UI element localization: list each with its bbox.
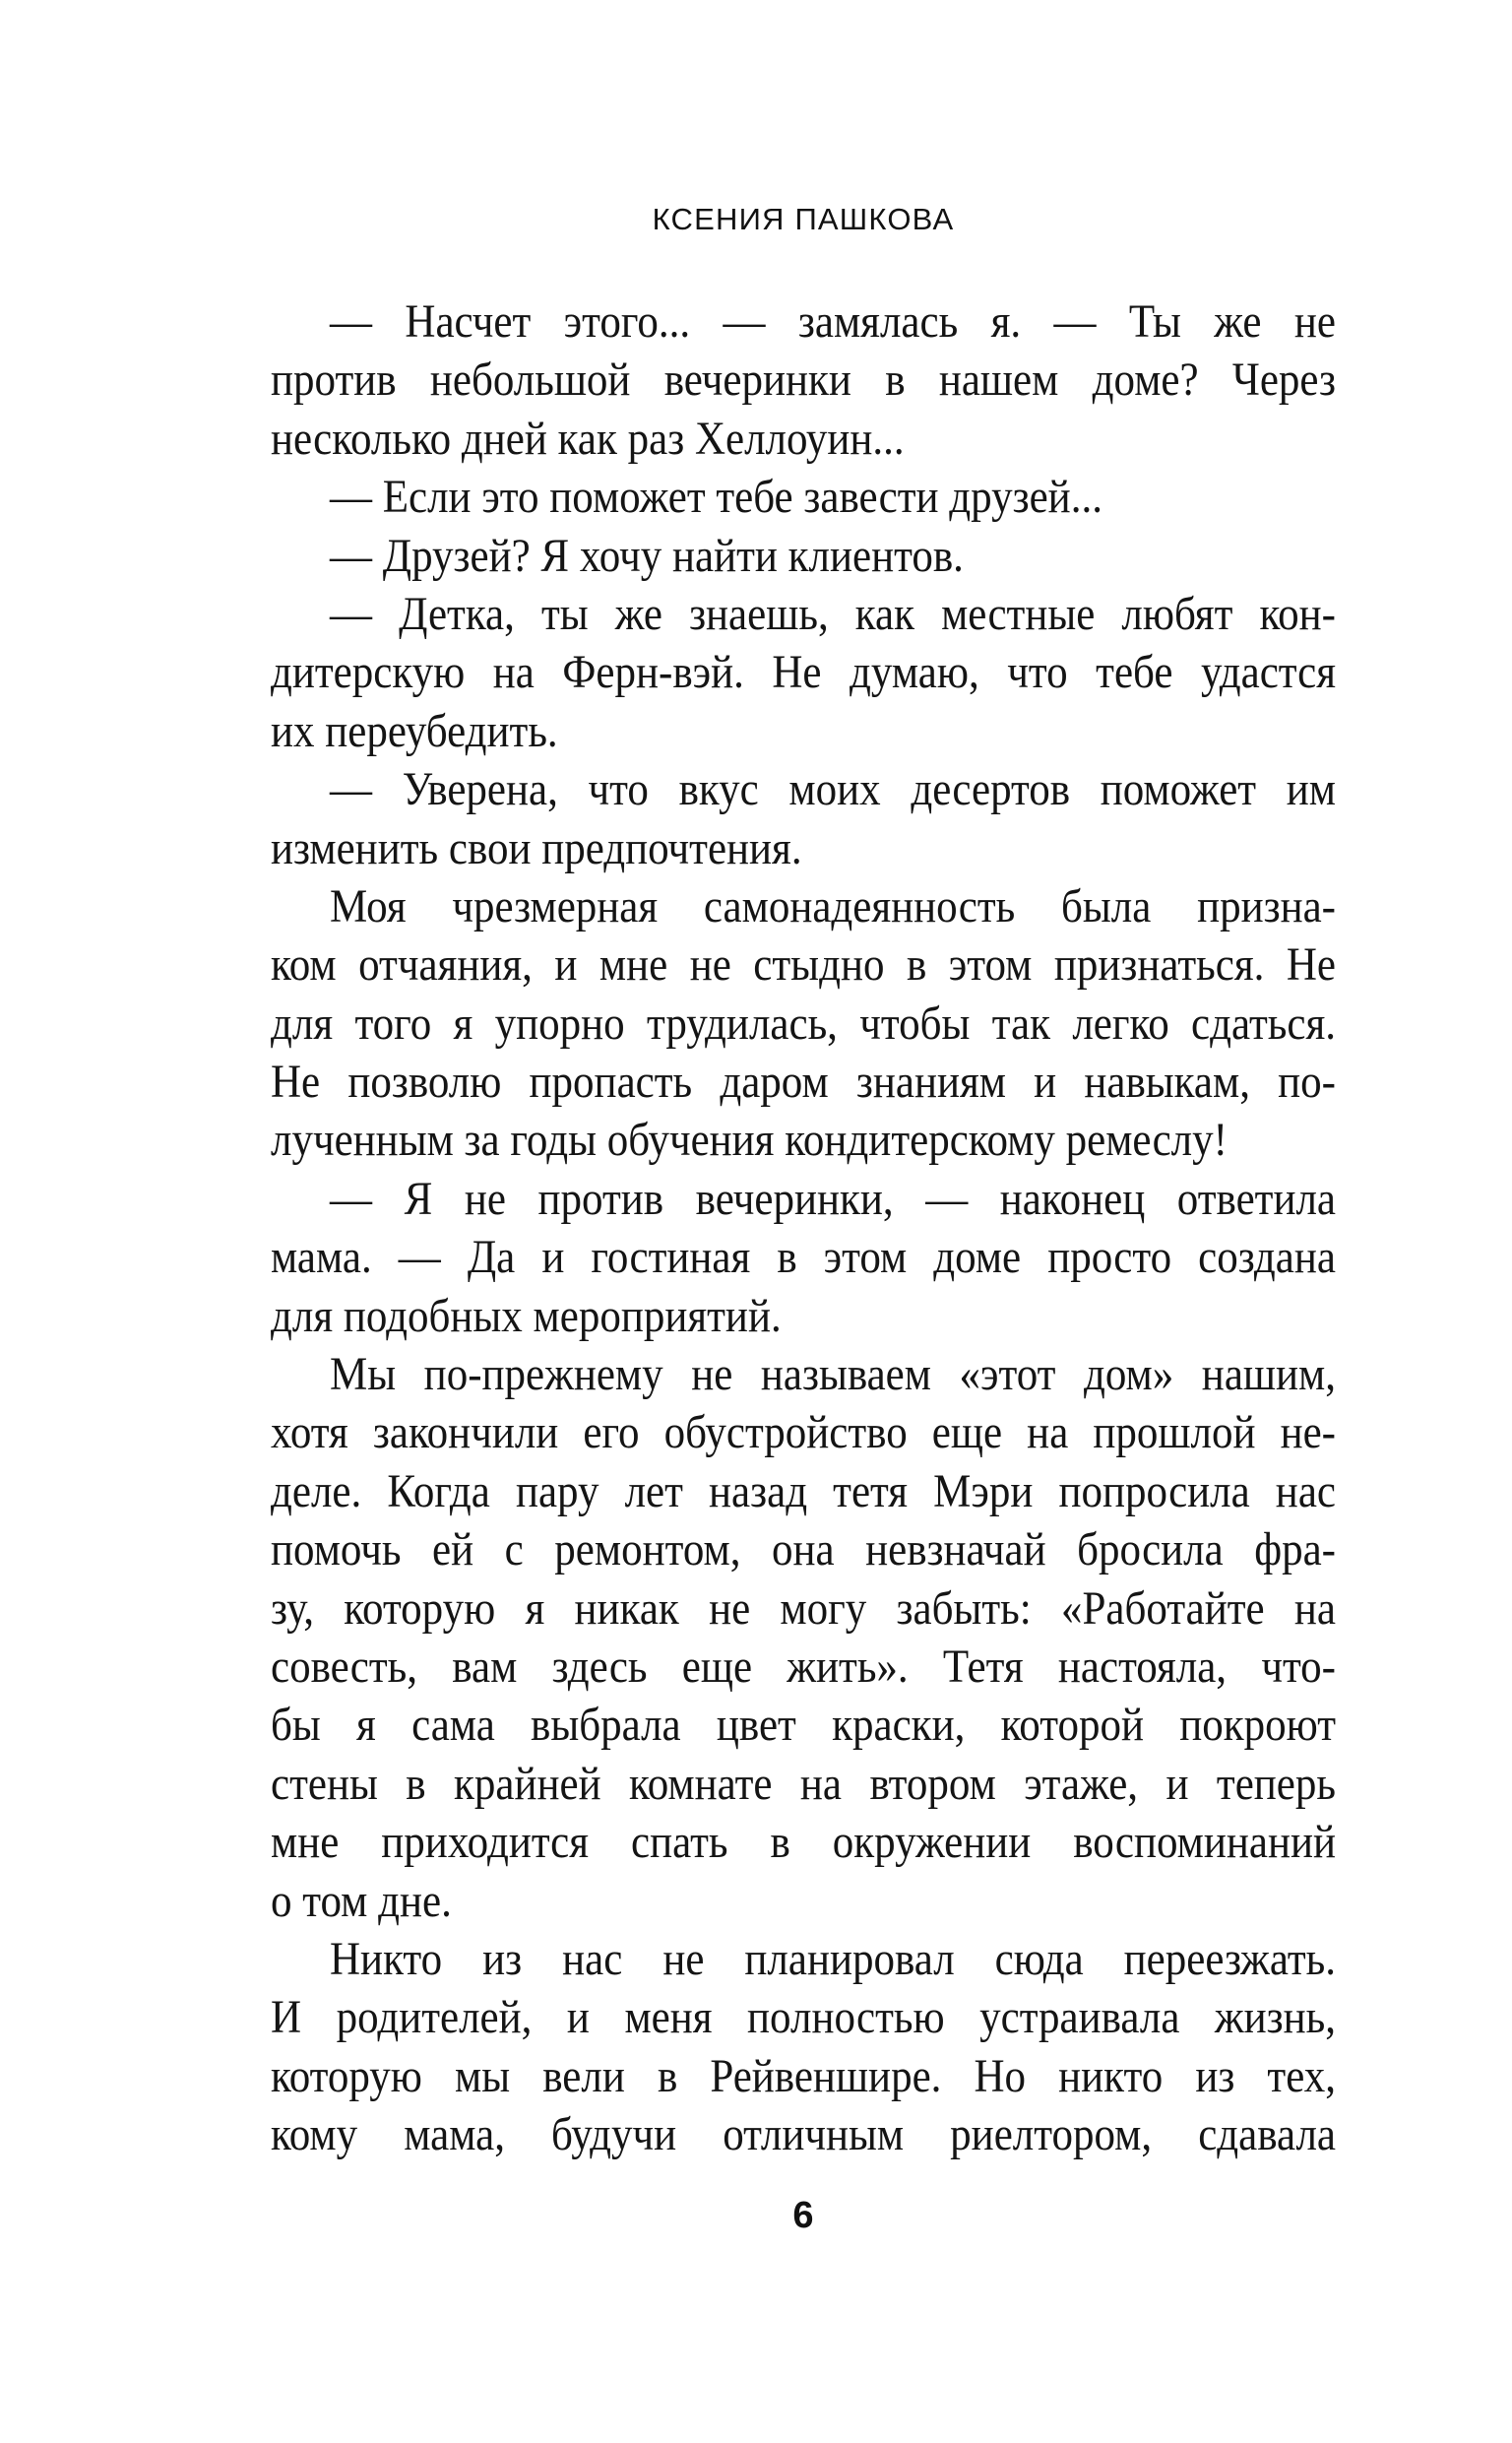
text-line: ком отчаяния, и мне не стыдно в этом признаться. Не	[271, 939, 1336, 992]
text-line: — Насчет этого... — замялась я. — Ты же не	[330, 296, 1336, 349]
text-line: помочь ей с ремонтом, она невзначай бросила фра-	[271, 1524, 1336, 1576]
text-line: — Если это поможет тебе завести друзей...	[330, 472, 1102, 524]
text-line: совесть, вам здесь еще жить». Тетя настояла, что-	[271, 1641, 1336, 1694]
text-line: стены в крайней комнате на втором этаже, и теперь	[271, 1759, 1336, 1810]
text-line: мне приходится спать в окружении воспоминаний	[271, 1817, 1336, 1869]
text-line: для подобных мероприятий.	[271, 1291, 782, 1342]
running-head-author: КСЕНИЯ ПАШКОВА	[652, 202, 955, 236]
text-line: дитерскую на Ферн-вэй. Не думаю, что тебе удастся	[271, 647, 1336, 699]
text-line: деле. Когда пару лет назад тетя Мэри попросила нас	[271, 1466, 1336, 1517]
text-line: И родителей, и меня полностью устраивала жизнь,	[271, 1992, 1336, 2044]
text-line: — Детка, ты же знаешь, как местные любят кон-	[330, 589, 1336, 641]
text-line: мама. — Да и гостиная в этом доме просто создана	[271, 1232, 1336, 1284]
text-line: — Друзей? Я хочу найти клиентов.	[330, 531, 964, 582]
text-line: Моя чрезмерная самонадеянность была призна-	[330, 881, 1336, 933]
text-line: Мы по-прежнему не называем «этот дом» нашим,	[330, 1349, 1336, 1401]
text-line: Не позволю пропасть даром знаниям и навыкам, по-	[271, 1057, 1336, 1109]
page-body-text	[271, 294, 1336, 2166]
text-line: бы я сама выбрала цвет краски, которой покроют	[271, 1700, 1336, 1752]
text-line: несколько дней как раз Хеллоуин...	[271, 414, 905, 465]
page-number: 6	[792, 2195, 814, 2236]
text-line: которую мы вели в Рейвеншире. Но никто из тех,	[271, 2051, 1336, 2102]
text-line: лученным за годы обучения кондитерскому ремеслу!	[271, 1115, 1228, 1167]
text-line: их переубедить.	[271, 706, 558, 757]
text-line: для того я упорно трудилась, чтобы так легко сдаться.	[271, 998, 1336, 1050]
text-line: о том дне.	[271, 1875, 452, 1927]
text-line: Никто из нас не планировал сюда переезжать.	[330, 1934, 1336, 1986]
text-line: зу, которую я никак не могу забыть: «Работайте на	[271, 1583, 1336, 1635]
text-line: хотя закончили его обустройство еще на прошлой не-	[271, 1407, 1336, 1459]
text-line: кому мама, будучи отличным риелтором, сдавала	[271, 2109, 1336, 2161]
text-line: изменить свои предпочтения.	[271, 822, 802, 874]
text-line: против небольшой вечеринки в нашем доме? Через	[271, 354, 1336, 407]
text-line: — Я не против вечеринки, — наконец ответила	[330, 1174, 1336, 1226]
text-line: — Уверена, что вкус моих десертов поможет им	[330, 764, 1336, 816]
